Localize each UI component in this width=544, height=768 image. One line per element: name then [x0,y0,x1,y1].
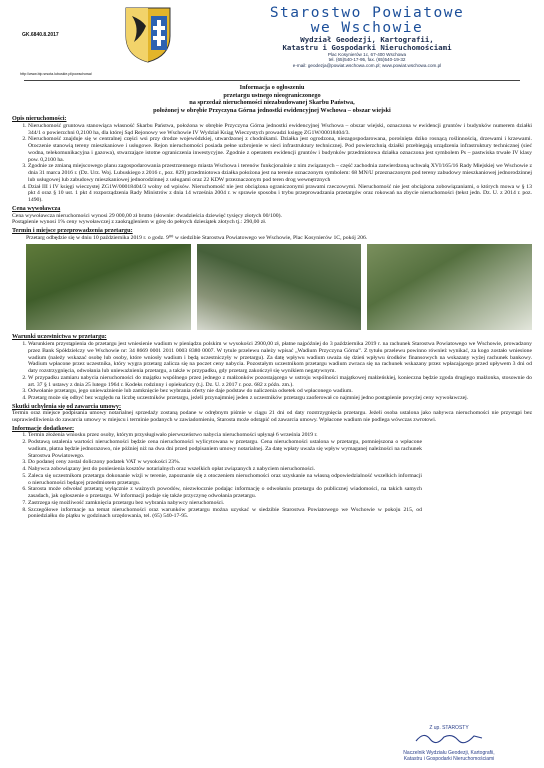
list-item: 3. Zgodnie ze zmianą miejscowego planu zagospodarowania przestrzennego miasta Wschowa i terenów funkcjonalnie z nim związanych – część zachodnia zatwierdzoną uchwałą XVI/165/16 Rady Miejskiej we Wschowie z dnia 31 marca 2016 r. (Dz. Urz. Woj. Lubuskiego z 2016 r., poz. 829) przedmiotowa działka położona jest na terenie oznaczonym symbolem: 68 MN/U przeznaczonym pod tereny zabudowy mieszkaniowej jednorodzinnej lub usługowej lub zabudowy mieszkaniowej jednorodzinnej z usługami oraz 22 KDW przeznaczonym pod teren drog wewnętrznych [28,163,532,183]
withdrawal-text: Termin oraz miejsce podpisania umowy notarialnej sprzedaży zostaną podane w odrębnym piśmie w ciągu 21 dni od daty rozstrzygnięcia przetargu. Jeżeli osoba ustalona jako nabywca nieruchomości nie przystąpi bez usprawiedliwienia do zawarcia umowy w miejscu i terminie podanych w zawiadomieniu, Starosta może odstąpić od zawarcia umowy. Wpłacone wadium nie podlega wówczas zwrotowi. [12,410,532,424]
office-block [192,6,542,68]
signature-title: Naczelnik Wydziału Geodezji, Kartografii, Katastru i Gospodarki Nieruchomościami [403,750,495,762]
list-item: 2. Nieruchomość znajduje się w centralnej części wsi przy drodze wojewódzkiej, utwardzonej z chodnikami. Działka jest ogrodzona, niezagospodarowana, porośnięta dziko rosnącą roślinnością, drzewami i krzewami. Otoczenie stanowią tereny mieszkaniowe i usługowe. Rejon nieruchomości posiada pełne uzbrojenie w sieci infrastruktury technicznej. Pod powierzchnią działki przebiegają urządzenia infrastruktury technicznej (sieć wodna, telekomunikacyjna i gazowa), stwarzające istotne ograniczenia inwestycyjne. Zgodnie z operatem ewidencji gruntów i budynków przedmiotowa działka oznaczona jest symbolem Ps – pastwiska trwałe IV klasy pow. 0,2100 ha. [28,136,532,163]
list-item: 1. Termin złożenia wniosku przez osoby, którym przysługiwało pierwszeństwo nabycia nieruchomości upłynął 6 września 2019 r. [28,432,422,439]
coat-of-arms-icon [124,6,172,64]
header-divider [24,80,520,81]
list-item: 2. W przypadku zamiaru nabycia nieruchomości do majątku wspólnego przez jednego z małżonków pozostającego w ustroju wspólności majątkowej małżeńskiej, konieczna będzie zgoda drugiego małżonka, stosownie do art. 37 § 1 ustawy z dnia 25 lutego 1964 r. Kodeks rodzinny i opiekuńczy (t.j. Dz. U. z 2017 r. poz. 682 z późn. zm.). [28,375,532,389]
list-item: 2. Podstawą ustalenia wartości nieruchomości będzie cena nieruchomości wylicytowana w przetargu. Cena nieruchomości ustalona w przetargu, pomniejszona o wpłacone wadium, płatna będzie jednorazowo, nie później niż na dwa dni przed podpisaniem umowy notarialnej. Za datę wpłaty uważa się wpływ wymaganej należności na rachunek Starostwa Powiatowego. [28,439,422,459]
list-item: 8. Szczegółowe informacje na temat nieruchomości oraz warunków przetargu można uzyskać w siedzibie Starostwa Powiatowego we Wschowie w pokoju 215, od poniedziałku do piątku w godzinach urzędowania, tel. (65) 540-17-95. [28,507,422,521]
additional-list [12,432,532,520]
list-item: 4. Dział III i IV księgi wieczystej ZG1W/00018404/3 wolny od wpisów. Nieruchomość nie jest obciążona ograniczonymi prawami rzeczowymi. Nieruchomość nie jest obciążona zobowiązaniami, o których mowa w § 13 pkt 4 oraz § 10 ust. 1 pkt 4 rozporządzenia Rady Ministrów z dnia 14 września 2004 r. w sprawie sposobu i trybu przeprowadzania przetargów oraz rokowań na zbycie nieruchomości (tekst jedn. Dz. U. z 2014 r. poz. 1490). [28,184,532,204]
list-item: 1. Nieruchomość gruntowa stanowiąca własność Skarbu Państwa, położona w obrębie Przyczyna Górna jednostki ewidencyjnej Wschowa – obszar wiejski, oznaczona w ewidencji gruntów i budynków numerem działki 344/1 o powierzchni 0,2100 ha, dla której Sąd Rejonowy we Wschowie IV Wydział Ksiąg Wieczystych prowadzi księgę ZG1W/00018404/3. [28,123,532,137]
section-heading-additional: Informacje dodatkowe: [12,424,75,432]
reference-number: GK.6840.8.2017 [22,32,59,38]
list-item: 4. Nabywca zobowiązany jest do poniesienia kosztów notarialnych oraz wszelkich opłat związanych z nabyciem nieruchomości. [28,466,422,473]
date-place-text: Przetarg odbędzie się w dniu 10 października 2019 r. o godz. 9⁰⁰ w siedzibie Starostwa Powiatowego we Wschowie, Plac Kosynierów 1C, pokój 206. [26,234,368,241]
section-heading-conditions: Warunki uczestnictwa w przetargu: [12,333,107,341]
list-item: 4. Przetarg może się odbyć bez względu na liczbę uczestników przetargu, jeżeli przynajmniej jeden z uczestników przetargu zaoferował co najmniej jedno postąpienie powyżej ceny wywoławczej. [28,395,532,402]
office-location: we Wschowie [310,20,424,36]
letterhead [12,0,532,82]
phone-fax: tel. (65)540-17-95, fax. (65)540-19-32 [328,57,406,63]
list-item: 7. Zastrzega się możliwość zamknięcia przetargu bez wybrania nabywcy nieruchomości. [28,500,422,507]
property-photo [26,244,191,330]
property-photo [367,244,532,330]
list-item: 6. Starosta może odwołać przetarg wyłącznie z ważnych powodów, niezwłocznie podając informację o odwołaniu przetargu do publicznej wiadomości, na takich samych zasadach, jak ogłoszenie o przetargu. W informacji podaje się także przyczynę odwołania przetargu. [28,486,422,500]
email-www: e-mail: geodezja@powiat.wschowa.com.pl; www.powiat.wschowa.com.pl [292,62,442,68]
section-heading-price: Cena wywoławcza [12,204,61,212]
website-url: http://www.bip.srsota.lubuskie.pl/powschowa/ [20,72,92,76]
signature-stamp: Z up. STAROSTY [429,725,469,731]
section-heading-description: Opis nieruchomości: [12,115,67,123]
department-name: Wydział Geodezji, Kartografii, [300,35,434,44]
office-name: Starostwo Powiatowe [269,5,465,21]
list-item: 3. Odwołanie przetargu, jego unieważnienie lub zamknięcie bez wybrania oferty nie daje podstaw do naliczenia odsetek od wpłaconego wadium. [28,388,532,395]
property-photo [197,244,362,330]
title-line: na sprzedaż nieruchomości niezabudowanej Skarbu Państwa, [189,99,355,107]
conditions-list [12,341,532,402]
document-title [12,84,532,114]
list-item: 5. Zaleca się uczestnikom przetargu dokonanie wizji w terenie, zapoznanie się z otoczeniem nieruchomości oraz uzyskanie na własną odpowiedzialność wszelkich informacji o nieruchomości będącej przedmiotem przetargu. [28,473,422,487]
title-line: przetargu ustnego nieograniczonego [223,91,321,99]
price-text: Cena wywoławcza nieruchomości wynosi 29 000,00 zł brutto (słownie: dwadzieścia dziewięć tysięcy złotych 00/100). [12,212,282,219]
title-line: Informacja o ogłoszeniu [239,84,305,91]
list-item: 3. Do podanej ceny zostal doliczony podatek VAT w wysokości 23%. [28,459,422,466]
address: Plac Kosynierów 1c, 67-400 Wschowa [327,52,407,57]
list-item: 1. Warunkiem przystąpienia do przetargu jest wniesienie wadium w pieniądzu polskim w wysokości 2900,00 zł, płatne najpóźniej do 3 października 2019 r. na rachunek Starostwa Powiatowego we Wschowie, prowadzony przez Bank Spółdzielczy we Wschowie nr: 34 8669 0001 2011 0003 8380 0007. W tytule przelewu należy wpisać „Wadium Przyczyna Górna”. Z tytułu przelewu powinno również wynikać, za kogo zostało wniesione wadium (należy wskazać osobę lub osoby, które wniosły wadium i będą uczestniczyły w przetargu). Za datę wpływu wadium uważa się dzień wpływu środków finansowych na wskazany wyżej rachunek bankowy. Wadium wpłacone przez uczestnika, który wygra przetarg zalicza się na poczet ceny nabycia. Pozostałym uczestnikom przetargu wadium zwraca się na rachunek wskazany przez wpłacającego przed upływem 3 dni od daty rozstrzygnięcia, odwołania lub unieważnienia przetargu, a także w przypadku, gdy przetarg zakończył się wynikiem negatywnym. [28,341,532,375]
section-heading-date: Termin i miejsce przeprowadzenia przetargu: [12,227,133,235]
property-photos [26,244,532,330]
signature-block [394,725,504,762]
increment-text: Postąpienie wynosi 1% ceny wywoławczej z zaokrągleniem w górę do pełnych dziesiątek złotych tj.: 290,00 zł. [12,219,267,226]
title-line: położonej w obrębie Przyczyna Górna jednostki ewidencyjnej Wschowa – obszar wiejski [153,106,391,114]
section-heading-withdrawal: Skutki uchylenia się od zawarcia umowy: [12,402,122,410]
handwritten-signature-icon [414,731,484,745]
description-list [12,123,532,204]
department-name-cont: Katastru i Gospodarki Nieruchomościami [282,43,452,52]
